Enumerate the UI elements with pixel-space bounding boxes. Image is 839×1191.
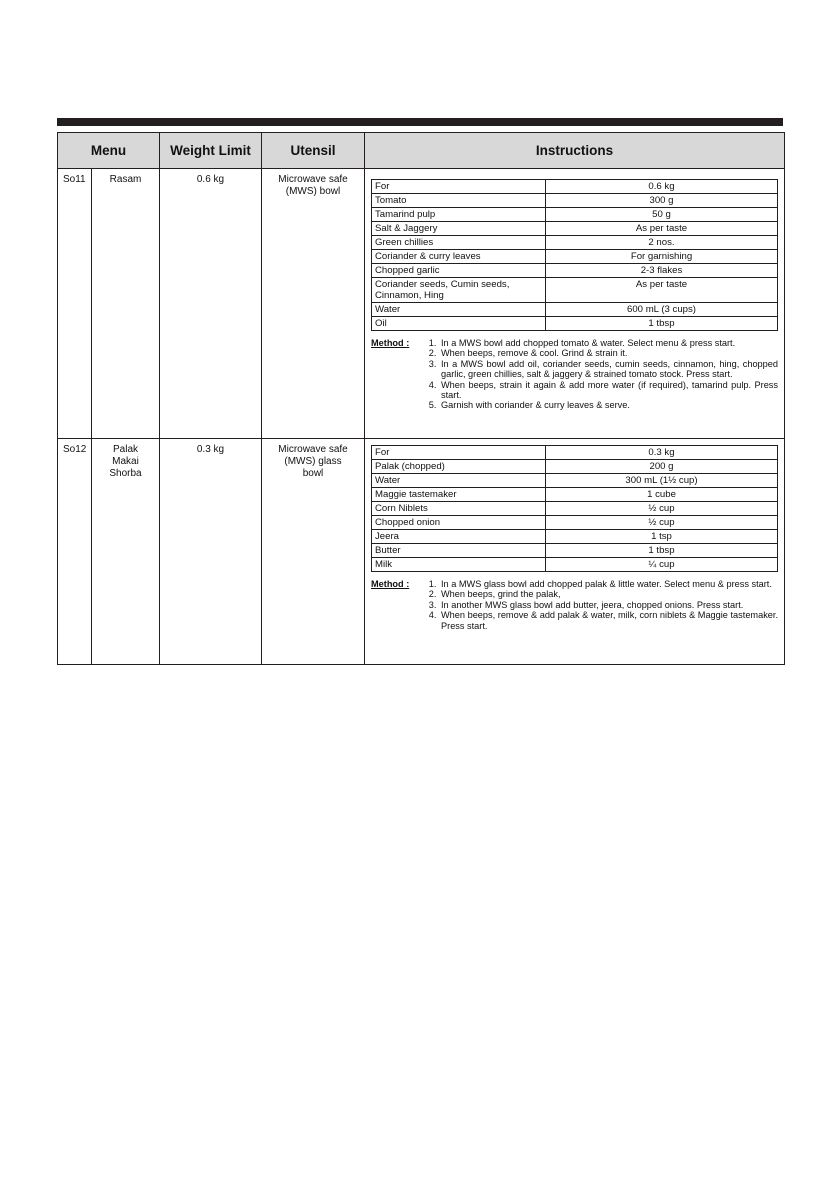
ingredient-row — [372, 502, 778, 516]
method-step: 1. In a MWS glass bowl add chopped palak & little water. Select menu & press start. — [439, 579, 778, 589]
ingredient-qty: 1 tbsp — [546, 317, 778, 331]
ingredient-item: For — [372, 180, 546, 194]
method-step: 2. When beeps, remove & cool. Grind & strain it. — [439, 348, 778, 358]
ingredient-row — [372, 317, 778, 331]
ingredient-item: Salt & Jaggery — [372, 222, 546, 236]
ingredient-item: Butter — [372, 544, 546, 558]
menu-name: Rasam — [92, 169, 160, 439]
menu-code: So11 — [58, 169, 92, 439]
instructions-cell — [364, 439, 784, 664]
weight-limit: 0.6 kg — [160, 169, 262, 439]
instructions-cell — [364, 169, 784, 439]
ingredient-row — [372, 558, 778, 572]
menu-name — [92, 439, 160, 664]
ingredient-item: Corn Niblets — [372, 502, 546, 516]
ingredient-item: Green chillies — [372, 236, 546, 250]
menu-name-text: Palak Makai Shorba — [109, 444, 142, 479]
header-instructions: Instructions — [364, 133, 784, 169]
ingredient-row — [372, 530, 778, 544]
ingredient-item: Tamarind pulp — [372, 208, 546, 222]
ingredient-row — [372, 236, 778, 250]
ingredient-qty: 0.3 kg — [546, 446, 778, 460]
ingredient-qty: 50 g — [546, 208, 778, 222]
ingredient-qty: ½ cup — [546, 516, 778, 530]
ingredient-item: Water — [372, 474, 546, 488]
ingredient-qty: 0.6 kg — [546, 180, 778, 194]
ingredient-qty: 300 g — [546, 194, 778, 208]
ingredient-row — [372, 488, 778, 502]
ingredient-item: Tomato — [372, 194, 546, 208]
ingredient-row — [372, 278, 778, 303]
method-step: 4. When beeps, remove & add palak & water, milk, corn niblets & Maggie tastemaker. Press start. — [439, 610, 778, 631]
ingredient-item: For — [372, 446, 546, 460]
ingredient-item: Maggie tastemaker — [372, 488, 546, 502]
ingredient-item: Coriander seeds, Cumin seeds, Cinnamon, Hing — [372, 278, 546, 303]
weight-limit: 0.3 kg — [160, 439, 262, 664]
ingredient-row — [372, 544, 778, 558]
ingredient-qty: 600 mL (3 cups) — [546, 303, 778, 317]
ingredient-qty: 300 mL (1½ cup) — [546, 474, 778, 488]
ingredient-item: Water — [372, 303, 546, 317]
ingredient-row — [372, 446, 778, 460]
ingredient-item: Palak (chopped) — [372, 460, 546, 474]
ingredient-qty: ½ cup — [546, 502, 778, 516]
ingredient-qty: As per taste — [546, 222, 778, 236]
ingredient-item: Milk — [372, 558, 546, 572]
utensil-text: Microwave safe (MWS) bowl — [278, 174, 348, 197]
ingredient-item: Jeera — [372, 530, 546, 544]
ingredient-row — [372, 250, 778, 264]
ingredient-row — [372, 180, 778, 194]
menu-code: So12 — [58, 439, 92, 664]
utensil — [262, 439, 364, 664]
method-step: 2. When beeps, grind the palak, — [439, 589, 778, 599]
top-rule — [57, 118, 783, 126]
method-block — [371, 579, 778, 631]
method-step: 3. In another MWS glass bowl add butter, jeera, chopped onions. Press start. — [439, 600, 778, 610]
method-label: Method : — [371, 579, 410, 589]
ingredient-item: Oil — [372, 317, 546, 331]
ingredient-row — [372, 303, 778, 317]
method-steps — [423, 579, 778, 631]
header-utensil: Utensil — [262, 133, 364, 169]
method-label: Method : — [371, 338, 410, 348]
method-step: 4. When beeps, strain it again & add more water (if required), tamarind pulp. Press start. — [439, 380, 778, 401]
ingredient-row — [372, 222, 778, 236]
ingredient-qty: 1 tsp — [546, 530, 778, 544]
method-step: 3. In a MWS bowl add oil, coriander seeds, cumin seeds, cinnamon, hing, chopped garlic, green chillies, salt & jaggery & strained tomato stock. Press start. — [439, 359, 778, 380]
recipe-table — [57, 132, 785, 665]
ingredient-row — [372, 474, 778, 488]
ingredient-row — [372, 516, 778, 530]
ingredient-qty: 1 cube — [546, 488, 778, 502]
ingredient-qty: 1 tbsp — [546, 544, 778, 558]
header-weight-limit: Weight Limit — [160, 133, 262, 169]
ingredient-qty: ¼ cup — [546, 558, 778, 572]
utensil-text: Microwave safe (MWS) glass bowl — [278, 444, 348, 479]
ingredient-row — [372, 208, 778, 222]
ingredient-qty: 2 nos. — [546, 236, 778, 250]
ingredient-row — [372, 194, 778, 208]
method-steps — [423, 338, 778, 411]
ingredient-qty: 200 g — [546, 460, 778, 474]
ingredient-item: Coriander & curry leaves — [372, 250, 546, 264]
utensil — [262, 169, 364, 439]
method-block — [371, 338, 778, 411]
ingredient-qty: For garnishing — [546, 250, 778, 264]
method-step: 1. In a MWS bowl add chopped tomato & water. Select menu & press start. — [439, 338, 778, 348]
ingredient-item: Chopped garlic — [372, 264, 546, 278]
ingredient-item: Chopped onion — [372, 516, 546, 530]
ingredient-row — [372, 264, 778, 278]
header-menu: Menu — [58, 133, 160, 169]
ingredients-table — [371, 445, 778, 572]
method-step: 5. Garnish with coriander & curry leaves & serve. — [439, 400, 778, 410]
ingredient-row — [372, 460, 778, 474]
ingredient-qty: As per taste — [546, 278, 778, 303]
ingredient-qty: 2-3 flakes — [546, 264, 778, 278]
ingredients-table — [371, 179, 778, 331]
